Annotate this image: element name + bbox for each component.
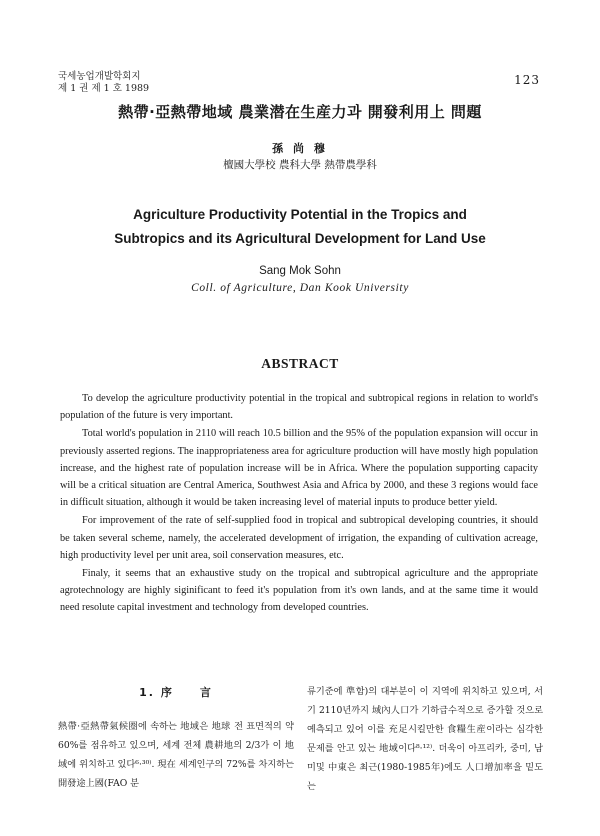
abstract-paragraph: Finaly, it seems that an exhaustive study on the tropical and subtropical agriculture and the appropriate agrotechnology are highly siginificant to feed it's population from it's own lands, and at the same time it would need resolute capital investment and technology from developed countries. bbox=[60, 568, 538, 614]
english-title bbox=[0, 203, 600, 251]
korean-affiliation: 檀國大學校 農科大學 熱帶農學科 bbox=[223, 159, 377, 171]
body-column-left bbox=[58, 683, 294, 793]
body-paragraph: 류기준에 準함)의 대부분이 이 지역에 위치하고 있으며, 서기 2110년까지 域內人口가 기하급수적으로 증가할 것으로 예측되고 있어 이를 充足시킬만한 食糧生産이라는 심각한 문제를 안고 있는 地域이다⁸·¹²⁾. 더욱이 아프리카, 중미, 남미및 中東은 최근(1980-1985年)에도 人口增加率을 밑도는 bbox=[307, 686, 543, 792]
abstract-paragraph: Total world's population in 2110 will reach 10.5 billion and the 95% of the population expansion will occur in previously asserted regions. The inappropriateness area for agriculture production will have mostly high population increase, and the highest rate of population increase will be in Africa. Where the population supporting capacity will be a critical situation are Central America, Southwest Asia and Africa by 2000, and these 3 regions would face in difficult situation, although it would be taken increasing level of material inputs to produce better yield. bbox=[60, 428, 538, 509]
english-affiliation: Coll. of Agriculture, Dan Kook University bbox=[191, 282, 409, 294]
korean-title: 熱帶·亞熱帶地域 農業潜在生産力과 開發利用上 問題 bbox=[118, 103, 482, 121]
section-heading: 1. 序 言 bbox=[139, 686, 213, 699]
korean-author: 孫 尚 穆 bbox=[272, 142, 328, 155]
abstract-paragraph: For improvement of the rate of self-supplied food in tropical and subtropical developing countries, it should be taken several scheme, namely, the accelerated development of irrigation, the expanding of cultivation acreage, high productivity level per unit area, soil conservation measures, etc. bbox=[60, 515, 538, 561]
journal-info bbox=[58, 71, 149, 95]
abstract-paragraph: To develop the agriculture productivity potential in the tropical and subtropical regions in relation to world's population of the future is very important. bbox=[60, 393, 538, 422]
english-title-line1: Agriculture Productivity Potential in the Tropics and bbox=[133, 207, 467, 222]
journal-volume: 제 1 권 제 1 호 1989 bbox=[58, 83, 150, 94]
body-paragraph: 熱帶·亞熱帶氣候圈에 속하는 地域은 地球 전 표면적의 약 60%를 점유하고 있으며, 세계 전체 農耕地의 2/3가 이 地域에 위치하고 있다⁶·³⁰⁾. 現在 세계인구의 72%를 차지하는 開發途上國(FAO 분 bbox=[58, 721, 294, 789]
english-title-line2: Subtropics and its Agricultural Development for Land Use bbox=[114, 231, 486, 246]
abstract-body bbox=[60, 390, 538, 618]
page-number: 123 bbox=[514, 73, 540, 87]
abstract-heading: ABSTRACT bbox=[261, 356, 339, 371]
body-column-right bbox=[307, 682, 543, 796]
english-author: Sang Mok Sohn bbox=[259, 265, 341, 277]
journal-name: 국세농업개발학회지 bbox=[58, 71, 141, 82]
